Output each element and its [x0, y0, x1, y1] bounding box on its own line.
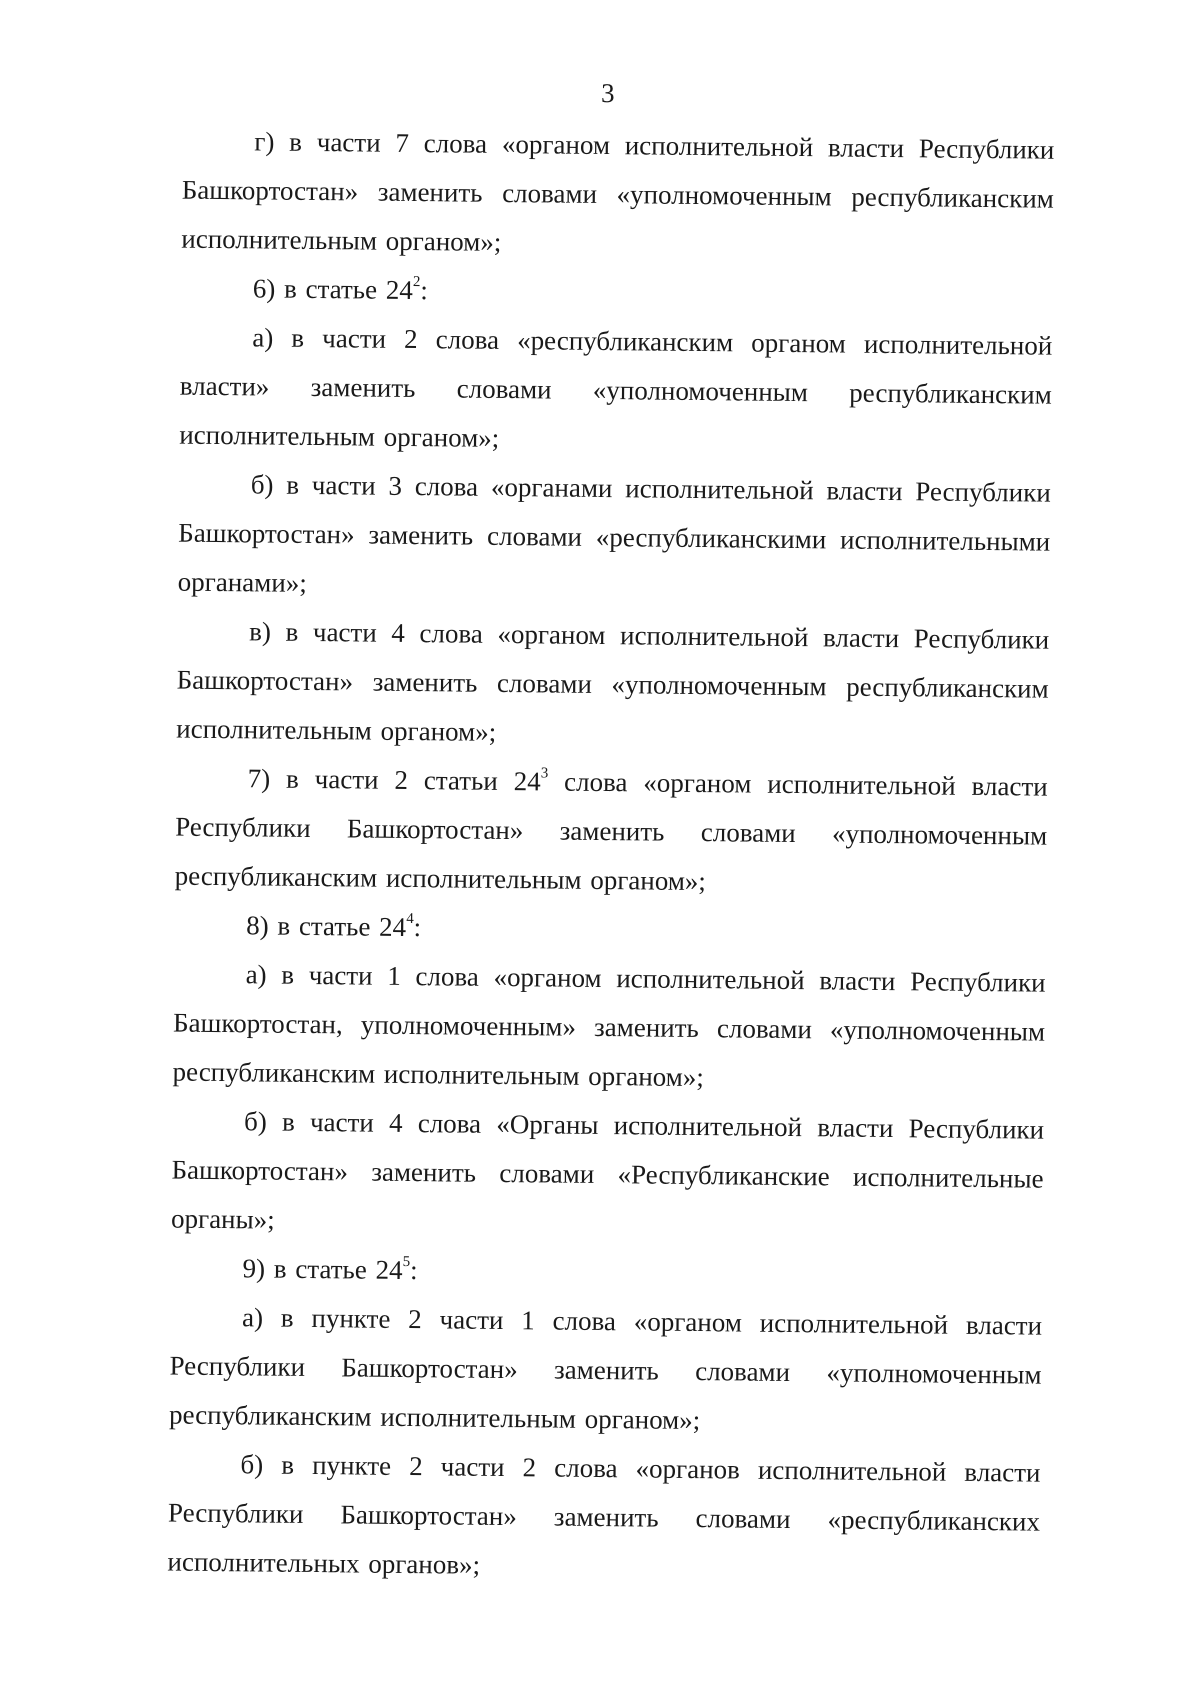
paragraph-text: слова «органом исполнительной власти Республики Башкортостан» заменить словами «уполномоченным республиканским исполнительным органом»; [174, 766, 1048, 897]
article-heading-text: 9) в статье 24 [242, 1253, 403, 1285]
paragraph-v-part-4: в) в части 4 слова «органом исполнительной власти Республики Башкортостан» заменить словами «уполномоченным республиканским исполнительным органом»; [176, 616, 1050, 747]
article-superscript: 3 [540, 765, 549, 782]
paragraph-a-point-2-part-1: а) в пункте 2 части 1 слова «органом исполнительной власти Республики Башкортостан» заменить словами «уполномоченным республиканским исполнительным органом»; [168, 1302, 1043, 1436]
paragraph-a-part-1: а) в части 1 слова «органом исполнительной власти Республики Башкортостан, уполномоченным» заменить словами «уполномоченным республиканским исполнительным органом»; [172, 959, 1046, 1093]
article-superscript: 5 [402, 1253, 411, 1271]
page-number: 3 [600, 77, 615, 109]
document-body [167, 117, 1054, 1596]
paragraph-a-part-2: а) в части 2 слова «республиканским органом исполнительной власти» заменить словами «уполномоченным республиканским исполнительным органом»; [179, 322, 1053, 453]
paragraph-7-article-24-3 [174, 754, 1047, 910]
article-heading-text: 8) в статье 24 [246, 910, 407, 942]
article-superscript: 2 [412, 274, 421, 291]
article-heading-text: 7) в части 2 статьи 24 [247, 763, 541, 797]
article-heading-text: 6) в статье 24 [252, 273, 413, 306]
paragraph-b-part-4: б) в части 4 слова «Органы исполнительной власти Республики Башкортостан» заменить словами «Республиканские исполнительные органы»; [170, 1106, 1045, 1235]
article-heading-colon: : [409, 1255, 418, 1286]
paragraph-b-part-3: б) в части 3 слова «органами исполнительной власти Республики Башкортостан» заменить словами «республиканскими исполнительными органами»; [177, 469, 1051, 598]
article-superscript: 4 [406, 910, 414, 928]
paragraph-g-part-7: г) в части 7 слова «органом исполнительной власти Республики Башкортостан» заменить словами «уполномоченным республиканским исполнительным органом»; [181, 126, 1055, 257]
paragraph-b-point-2-part-2: б) в пункте 2 части 2 слова «органов исполнительной власти Республики Башкортостан» заменить словами «республиканских исполнительных органов»; [167, 1449, 1041, 1580]
article-heading-colon: : [420, 275, 428, 306]
article-heading-colon: : [413, 912, 422, 943]
